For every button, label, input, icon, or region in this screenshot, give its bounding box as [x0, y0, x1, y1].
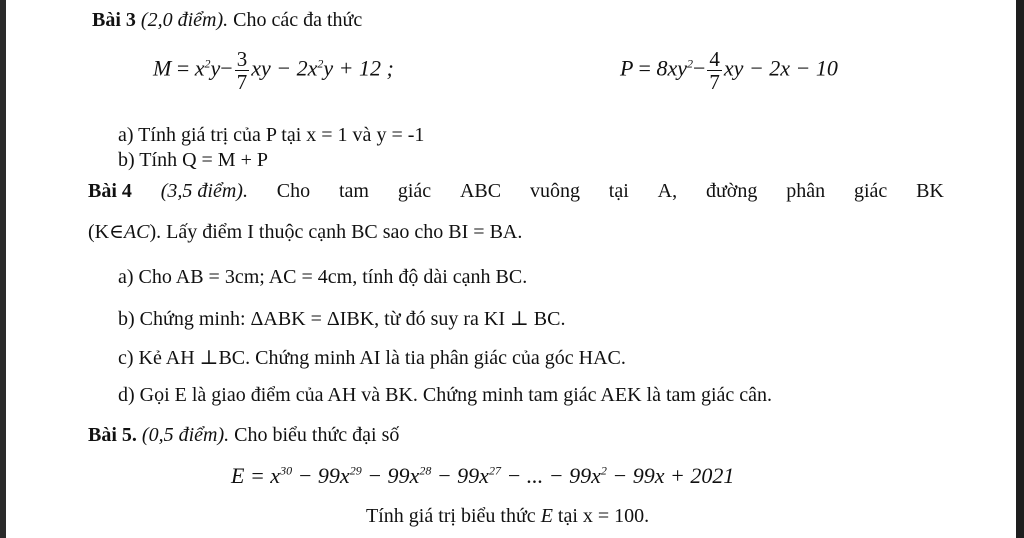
p-lhs: P	[620, 55, 634, 81]
m-x: x	[194, 55, 205, 81]
p-minus: −	[693, 55, 706, 81]
m-frac-num: 3	[236, 47, 248, 71]
bai5-question-post: tại x = 100.	[557, 505, 650, 527]
bai4-part-a: a) Cho AB = 3cm; AC = 4cm, tính độ dài cạnh BC.	[118, 266, 528, 288]
e-exp-27: 27	[488, 463, 501, 478]
expression-e	[231, 463, 734, 489]
e-term4: − ... − 99x	[506, 463, 601, 488]
bai4-word: A,	[657, 180, 678, 202]
bai3-title: Bài 3	[92, 9, 136, 31]
bai4-word: giác	[397, 180, 432, 202]
p-frac-num: 4	[709, 47, 720, 71]
bai5-heading	[88, 424, 399, 447]
e-term3: − 99x	[436, 463, 489, 488]
polynomial-p	[620, 48, 838, 93]
bai3-part-a: a) Tính giá trị của P tại x = 1 và y = -1	[118, 124, 425, 146]
bai5-question	[366, 505, 649, 528]
e-term2: − 99x	[367, 463, 420, 488]
bai4-word: tại	[608, 180, 629, 202]
bai4-word: vuông	[529, 180, 580, 202]
p-eq: =	[638, 55, 651, 81]
e-eq: = x	[249, 463, 281, 488]
bai4-line2-ac: AC	[123, 221, 150, 243]
bai3-part-b: b) Tính Q = M + P	[118, 149, 268, 171]
m-exp: 2	[204, 56, 211, 71]
e-exp-2: 2	[600, 463, 607, 478]
e-lhs: E	[231, 463, 245, 488]
bai4-word: giác	[853, 180, 888, 202]
bai3-score: (2,0 điểm).	[140, 9, 229, 31]
bai5-title: Bài 5.	[88, 424, 137, 446]
bai4-part-c: c) Kẻ AH ⊥BC. Chứng minh AI là tia phân giác của góc HAC.	[118, 347, 626, 369]
bai4-part-d: d) Gọi E là giao điểm của AH và BK. Chứng minh tam giác AEK là tam giác cân.	[118, 384, 773, 406]
e-exp-29: 29	[349, 463, 362, 478]
bai5-intro: Cho biểu thức đại số	[234, 424, 400, 446]
e-exp-28: 28	[419, 463, 432, 478]
bai4-word: BK	[916, 180, 944, 202]
bai5-score: (0,5 điểm).	[141, 424, 230, 446]
m-tail: y + 12 ;	[323, 55, 394, 81]
bai4-word: ABC	[459, 180, 502, 202]
p-fraction	[707, 48, 722, 93]
bai4-heading	[88, 180, 944, 203]
bai5-question-pre: Tính giá trị biểu thức	[366, 505, 536, 527]
bai4-title: Bài 4	[88, 180, 132, 202]
page-edge-left	[0, 0, 6, 538]
bai4-part-b: b) Chứng minh: ΔABK = ΔIBK, từ đó suy ra KI ⊥ BC.	[118, 308, 566, 330]
bai4-word: Cho	[276, 180, 311, 202]
m-fraction	[235, 48, 250, 93]
m-y: y	[210, 55, 221, 81]
m-eq: =	[176, 55, 190, 81]
p-exp: 2	[687, 56, 693, 71]
e-tail: − 99x + 2021	[612, 463, 735, 488]
bai4-line2-post: ). Lấy điểm I thuộc cạnh BC sao cho BI = BA.	[149, 221, 523, 243]
p-frac-den: 7	[709, 70, 720, 95]
bai4-score: (3,5 điểm).	[160, 180, 248, 202]
bai4-line2-pre: (K∈	[88, 221, 124, 243]
polynomial-m	[153, 48, 394, 93]
m-exp2: 2	[317, 56, 324, 71]
page-edge-right	[1016, 0, 1024, 538]
m-minus: −	[220, 55, 233, 81]
m-frac-den: 7	[236, 70, 248, 95]
bai5-question-var: E	[540, 505, 553, 527]
m-xy: xy	[251, 55, 271, 81]
bai4-word: tam	[338, 180, 369, 202]
m-term2: − 2x	[276, 55, 318, 81]
bai3-intro: Cho các đa thức	[233, 9, 363, 31]
bai4-word: đường	[705, 180, 758, 202]
p-term1: 8xy	[656, 55, 687, 81]
p-tail: xy − 2x − 10	[723, 55, 838, 81]
bai4-line2	[88, 219, 522, 244]
bai3-heading	[92, 9, 362, 32]
e-exp-30: 30	[280, 463, 293, 478]
e-term1: − 99x	[297, 463, 350, 488]
m-lhs: M	[153, 55, 172, 81]
bai4-word: phân	[786, 180, 826, 202]
